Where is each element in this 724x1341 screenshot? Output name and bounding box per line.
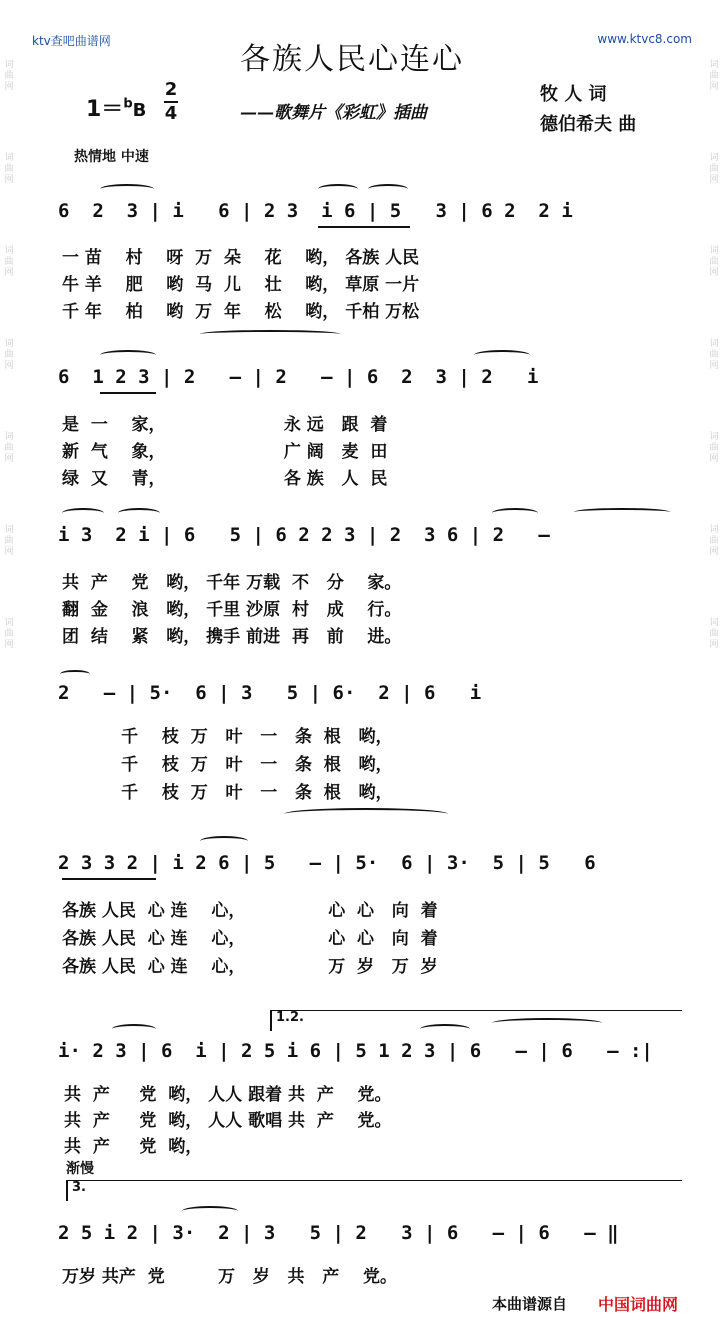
lyrics-2-2: 新 气 象， 广 阔 麦 田	[62, 442, 388, 462]
slur	[100, 184, 154, 194]
lyrics-2-1: 是 一 家， 永 远 跟 着	[62, 415, 388, 435]
volta-label: 1.2.	[276, 1010, 304, 1025]
beam	[100, 392, 156, 394]
notes-line-1: 6 2 3 | i 6 | 2 3 i 6 | 5 3 | 6 2 2 i	[58, 200, 573, 222]
watermark-right: www.ktvc8.com	[597, 32, 692, 46]
ritardando-marking: 渐慢	[66, 1161, 94, 1177]
lyrics-1-2: 牛 羊 肥 哟 马 儿 壮 哟， 草原 一片	[62, 275, 420, 295]
notes-line-6: i· 2 3 | 6 i | 2 5 i 6 | 5 1 2 3 | 6 — | 6 — :|	[58, 1040, 653, 1062]
beam	[62, 878, 156, 880]
lyrics-6-2: 共 产 党 哟， 人人 歌唱 共 产 党。	[64, 1111, 392, 1131]
slur	[100, 350, 156, 360]
side-watermark-left: 词曲网 词曲网 词曲网 词曲网 词曲网 词曲网 词曲网	[4, 60, 14, 650]
tie	[284, 808, 448, 820]
slur	[318, 184, 358, 194]
lyrics-4-3: 千 枝 万 叶 一 条 根 哟，	[62, 783, 393, 803]
key-signature: 1＝$^b$B	[86, 96, 147, 122]
subtitle: ——歌舞片《彩虹》插曲	[240, 103, 427, 123]
time-signature: 2 4	[164, 79, 178, 124]
footer-site: 中国词曲网	[598, 1295, 679, 1314]
lyrics-5-1: 各族 人民 心 连 心， 心 心 向 着	[62, 901, 438, 921]
fermata-slur	[182, 1206, 238, 1216]
composer-credit: 德伯希夫 曲	[540, 114, 637, 135]
volta-label-3: 3.	[72, 1180, 86, 1195]
tie	[574, 508, 670, 516]
tie	[60, 670, 90, 678]
notes-line-4: 2 — | 5· 6 | 3 5 | 6· 2 | 6 i	[58, 682, 482, 704]
footer-source: 本曲谱源自	[492, 1295, 568, 1313]
lyrics-3-1: 共 产 党 哟， 千年 万载 不 分 家。	[62, 573, 402, 593]
lyrics-1-1: 一 苗 村 呀 万 朵 花 哟， 各族 人民	[62, 248, 420, 268]
tie	[492, 1018, 602, 1028]
lyrics-3-2: 翻 金 浪 哟， 千里 沙原 村 成 行。	[62, 600, 402, 620]
beam	[318, 226, 410, 228]
notes-line-3: i 3 2 i | 6 5 | 6 2 2 3 | 2 3 6 | 2 —	[58, 524, 550, 546]
lyrics-4-1: 千 枝 万 叶 一 条 根 哟，	[62, 727, 393, 747]
tempo-marking: 热情地 中速	[74, 149, 149, 165]
slur	[368, 184, 408, 194]
song-title: 各族人民心连心	[240, 42, 464, 77]
slur	[62, 508, 104, 518]
notes-line-5: 2 3 3 2 | i 2 6 | 5 — | 5· 6 | 3· 5 | 5 6	[58, 852, 596, 874]
slur	[200, 836, 248, 846]
slur	[118, 508, 160, 518]
notes-line-2: 6 1 2 3 | 2 — | 2 — | 6 2 3 | 2 i	[58, 366, 539, 388]
lyricist-credit: 牧 人 词	[540, 84, 607, 105]
lyrics-1-3: 千 年 柏 哟 万 年 松 哟， 千柏 万松	[62, 302, 420, 322]
tie	[200, 330, 340, 338]
slur	[112, 1024, 156, 1034]
lyrics-4-2: 千 枝 万 叶 一 条 根 哟，	[62, 755, 393, 775]
lyrics-6-1: 共 产 党 哟， 人人 跟着 共 产 党。	[64, 1085, 392, 1105]
side-watermark-right: 词曲网 词曲网 词曲网 词曲网 词曲网 词曲网 词曲网	[709, 60, 719, 650]
slur	[492, 508, 538, 518]
notes-line-7: 2 5 i 2 | 3· 2 | 3 5 | 2 3 | 6 — | 6 — ‖	[58, 1222, 619, 1244]
lyrics-5-3: 各族 人民 心 连 心， 万 岁 万 岁	[62, 957, 438, 977]
lyrics-2-3: 绿 又 青， 各 族 人 民	[62, 469, 388, 489]
lyrics-3-3: 团 结 紧 哟， 携手 前进 再 前 进。	[62, 627, 402, 647]
slur	[474, 350, 530, 360]
watermark-left: ktv查吧曲谱网	[32, 34, 111, 48]
volta-bracket-3	[66, 1180, 682, 1201]
lyrics-6-3: 共 产 党 哟，	[64, 1137, 203, 1157]
lyrics-7-1: 万岁 共产 党 万 岁 共 产 党。	[62, 1267, 397, 1287]
slur	[420, 1024, 470, 1034]
volta-bracket	[270, 1010, 682, 1031]
lyrics-5-2: 各族 人民 心 连 心， 心 心 向 着	[62, 929, 438, 949]
